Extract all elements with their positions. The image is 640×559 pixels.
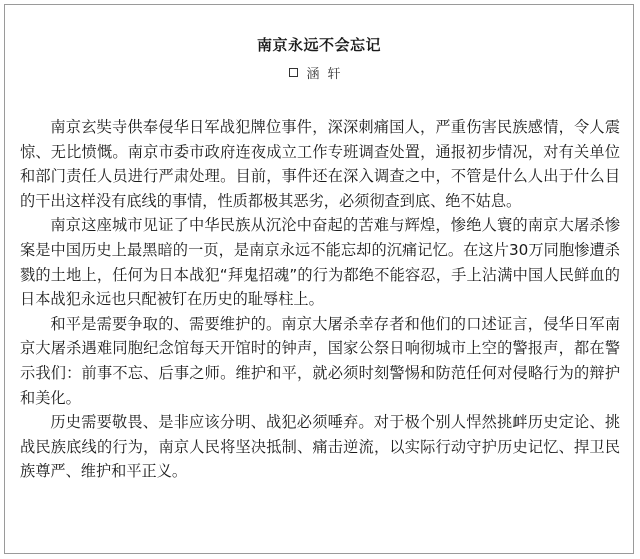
- paragraph-4: 历史需要敬畏、是非应该分明、战犯必须唾弃。对于极个别人悍然挑衅历史定论、挑战民族底线的行为，南京人民将坚决抵制、痛击逆流，以实际行动守护历史记忆、捍卫民族尊严、维护和平正义。: [20, 413, 620, 481]
- byline-square-icon: [289, 68, 298, 77]
- article-frame: [4, 4, 634, 554]
- author-name: 涵轩: [306, 67, 349, 82]
- paragraph-1: 南京玄奘寺供奉侵华日军战犯牌位事件，深深刺痛国人，严重伤害民族感情，令人震惊、无比愤慨。南京市委市政府连夜成立工作专班调查处置，通报初步情况，对有关单位和部门责任人员进行严肃处理。目前，事件还在深入调查之中，不管是什么人出于什么目的干出这样没有底线的事情，性质都极其恶劣，必须彻查到底、绝不姑息。: [20, 118, 620, 210]
- paragraph-3: 和平是需要争取的、需要维护的。南京大屠杀幸存者和他们的口述证言，侵华日军南京大屠杀遇难同胞纪念馆每天开馆时的钟声，国家公祭日响彻城市上空的警报声，都在警示我们：前事不忘、后事之师。维护和平，就必须时刻警惕和防范任何对侵略行为的辩护和美化。: [20, 314, 620, 407]
- article-body: [20, 115, 620, 484]
- article-title: 南京永远不会忘记: [256, 36, 381, 54]
- paragraph-2: 南京这座城市见证了中华民族从沉沦中奋起的苦难与辉煌，惨绝人寰的南京大屠杀惨案是中国历史上最黑暗的一页，是南京永远不能忘却的沉痛记忆。在这片30万同胞惨遭杀戮的土地上，任何为日本战犯“拜鬼招魂”的行为都绝不能容忍，手上沾满中国人民鲜血的日本战犯永远也只配被钉在历史的耻辱柱上。: [20, 216, 620, 309]
- byline: [5, 66, 633, 84]
